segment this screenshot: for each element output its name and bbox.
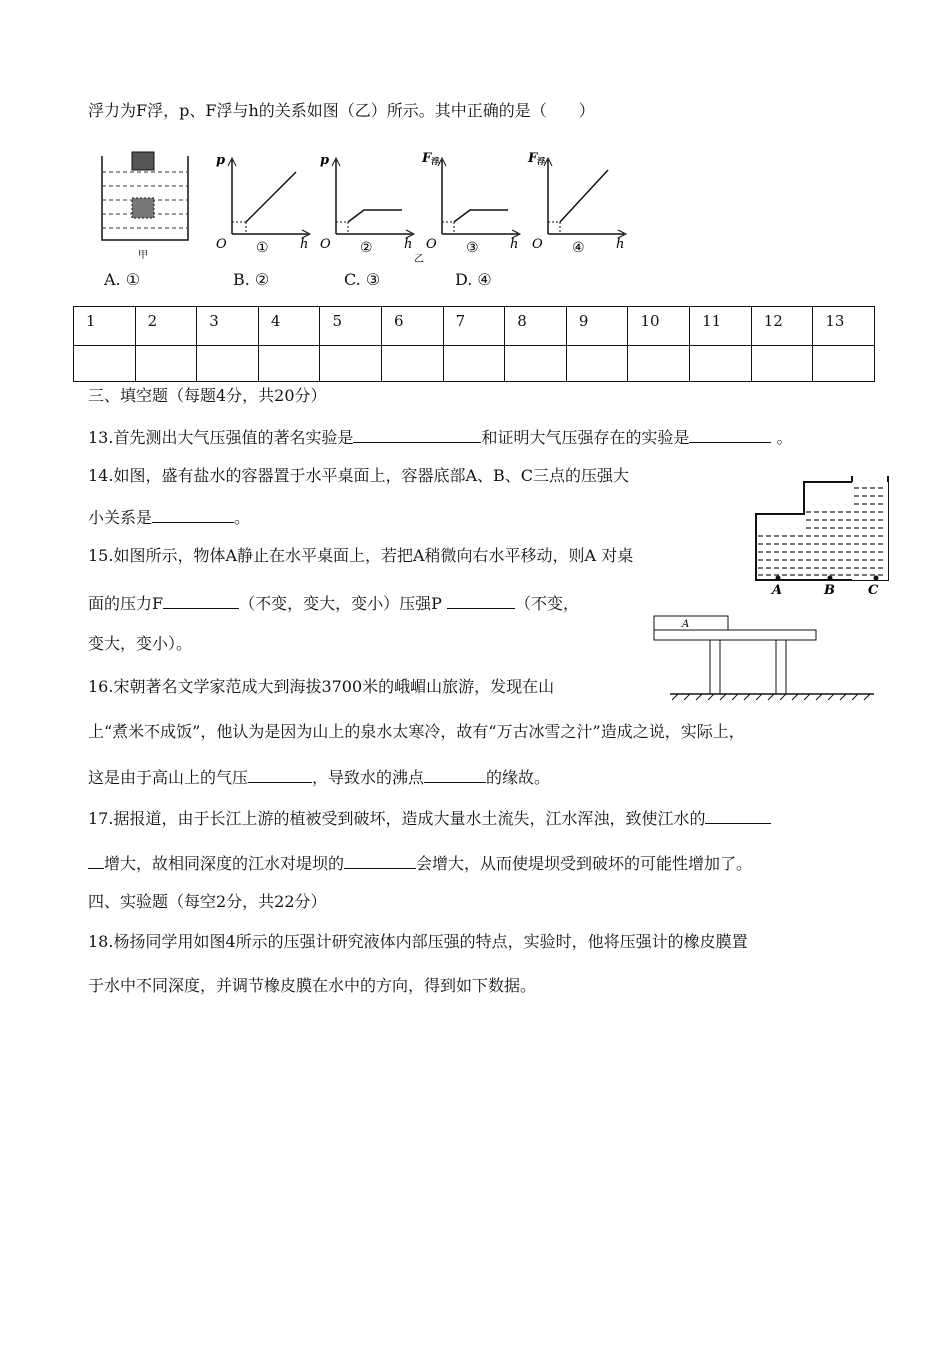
answer-header-8: 8	[505, 307, 567, 346]
answer-cell[interactable]	[320, 346, 382, 382]
answer-cell[interactable]	[813, 346, 875, 382]
block-a-label: A	[682, 619, 690, 630]
q13-blank-1[interactable]	[353, 426, 481, 443]
label-yi: 乙	[414, 254, 424, 265]
answer-cell[interactable]	[382, 346, 444, 382]
answer-cell[interactable]	[74, 346, 136, 382]
q14-line-2: 小关系是 。	[88, 508, 251, 527]
graph1-y-label: p	[216, 153, 226, 168]
saltwater-container-figure	[752, 468, 892, 598]
answer-cell[interactable]	[751, 346, 813, 382]
q14-blank[interactable]	[152, 506, 234, 523]
graph1-origin: O	[216, 237, 227, 252]
q15-line-2: 面的压力F （不变，变大，变小）压强P （不变，	[88, 594, 579, 613]
graph3-number: ③	[466, 240, 479, 256]
point-b-label: B	[824, 583, 835, 598]
graph-3	[414, 151, 520, 265]
option-b: B. ②	[233, 270, 270, 289]
graph3-origin: O	[426, 237, 437, 252]
graph2-number: ②	[360, 240, 373, 256]
answer-header-10: 10	[628, 307, 690, 346]
buoyancy-figures	[98, 150, 638, 270]
graph-1	[216, 153, 310, 256]
q15-blank-2[interactable]	[447, 592, 515, 609]
q17-blank-1b[interactable]	[88, 852, 104, 869]
answer-header-4: 4	[258, 307, 320, 346]
option-c: C. ③	[344, 270, 381, 289]
answer-cell[interactable]	[258, 346, 320, 382]
graph4-y-label: F浮	[528, 151, 546, 166]
section4-title: 四、实验题（每空2分，共22分）	[88, 892, 327, 911]
option-a: A. ①	[104, 270, 141, 289]
ground-hatching	[672, 694, 870, 700]
label-jia: 甲	[138, 250, 148, 261]
answer-header-11: 11	[690, 307, 752, 346]
answer-header-13: 13	[813, 307, 875, 346]
graph2-y-label: p	[320, 153, 330, 168]
q16-line-1: 16.宋朝著名文学家范成大到海拔3700米的峨嵋山旅游，发现在山	[88, 677, 555, 696]
answer-cell[interactable]	[505, 346, 567, 382]
q17-line-2: 增大，故相同深度的江水对堤坝的 会增大，从而使堤坝受到破坏的可能性增加了。	[88, 852, 752, 874]
q17-line-1: 17.据报道，由于长江上游的植被受到破坏，造成大量水土流失，江水浑浊，致使江水的	[88, 807, 771, 829]
container-figure	[102, 152, 188, 261]
answer-cell[interactable]	[628, 346, 690, 382]
answer-table	[73, 306, 875, 382]
q17-blank-2[interactable]	[344, 852, 416, 869]
q18-line-2: 于水中不同深度，并调节橡皮膜在水中的方向，得到如下数据。	[88, 976, 537, 995]
q13-blank-2[interactable]	[689, 426, 771, 443]
graph4-number: ④	[572, 240, 585, 256]
answer-cell[interactable]	[443, 346, 505, 382]
intro-line	[88, 101, 595, 121]
graph1-number: ①	[256, 240, 269, 256]
answer-header-6: 6	[382, 307, 444, 346]
q18-line-1: 18.杨扬同学用如图4所示的压强计研究液体内部压强的特点，实验时，他将压强计的橡皮膜置	[88, 932, 748, 951]
graph3-y-label: F浮	[422, 151, 440, 166]
answer-header-9: 9	[566, 307, 628, 346]
graph2-origin: O	[320, 237, 331, 252]
q14-line-1: 14.如图，盛有盐水的容器置于水平桌面上，容器底部A、B、C三点的压强大	[88, 466, 630, 485]
answer-header-12: 12	[751, 307, 813, 346]
point-a-label: A	[772, 583, 783, 598]
answer-table-header-row	[74, 307, 875, 346]
answer-header-7: 7	[443, 307, 505, 346]
q17-blank-1a[interactable]	[705, 807, 771, 824]
answer-header-1: 1	[74, 307, 136, 346]
answer-header-5: 5	[320, 307, 382, 346]
graph4-x-label: h	[616, 237, 625, 252]
graph1-x-label: h	[300, 237, 309, 252]
answer-header-3: 3	[197, 307, 259, 346]
graph-4	[527, 151, 626, 256]
graph-2	[320, 153, 414, 256]
graph4-origin: O	[532, 237, 543, 252]
q15-blank-1[interactable]	[163, 592, 239, 609]
answer-cell[interactable]	[197, 346, 259, 382]
answer-cell[interactable]	[135, 346, 197, 382]
q15-line-3: 变大，变小）。	[88, 634, 193, 653]
q16-blank-1[interactable]	[248, 766, 312, 783]
point-c-label: C	[868, 583, 879, 598]
intro-text: 浮力为F浮，p、F浮与h的关系如图（乙）所示。其中正确的是（ ）	[88, 101, 595, 120]
q16-line-2: 上“煮米不成饭”，他认为是因为山上的泉水太寒冷，故有“万古冰雪之汁”造成之说，实际上，	[88, 722, 745, 741]
q15-line-1: 15.如图所示，物体A静止在水平桌面上，若把A稍微向右水平移动，则A 对桌	[88, 546, 634, 565]
graph3-x-label: h	[510, 237, 519, 252]
answer-table-blank-row	[74, 346, 875, 382]
q16-blank-2[interactable]	[424, 766, 486, 783]
section3-title: 三、填空题（每题4分，共20分）	[88, 386, 327, 405]
option-d: D. ④	[455, 270, 492, 289]
table-block-figure	[650, 612, 890, 702]
answer-cell[interactable]	[566, 346, 628, 382]
answer-cell[interactable]	[690, 346, 752, 382]
q13-line: 13.首先测出大气压强值的著名实验是 和证明大气压强存在的实验是 。	[88, 428, 793, 447]
q16-line-3: 这是由于高山上的气压 ，导致水的沸点 的缘故。	[88, 768, 551, 787]
graph2-x-label: h	[404, 237, 413, 252]
answer-header-2: 2	[135, 307, 197, 346]
